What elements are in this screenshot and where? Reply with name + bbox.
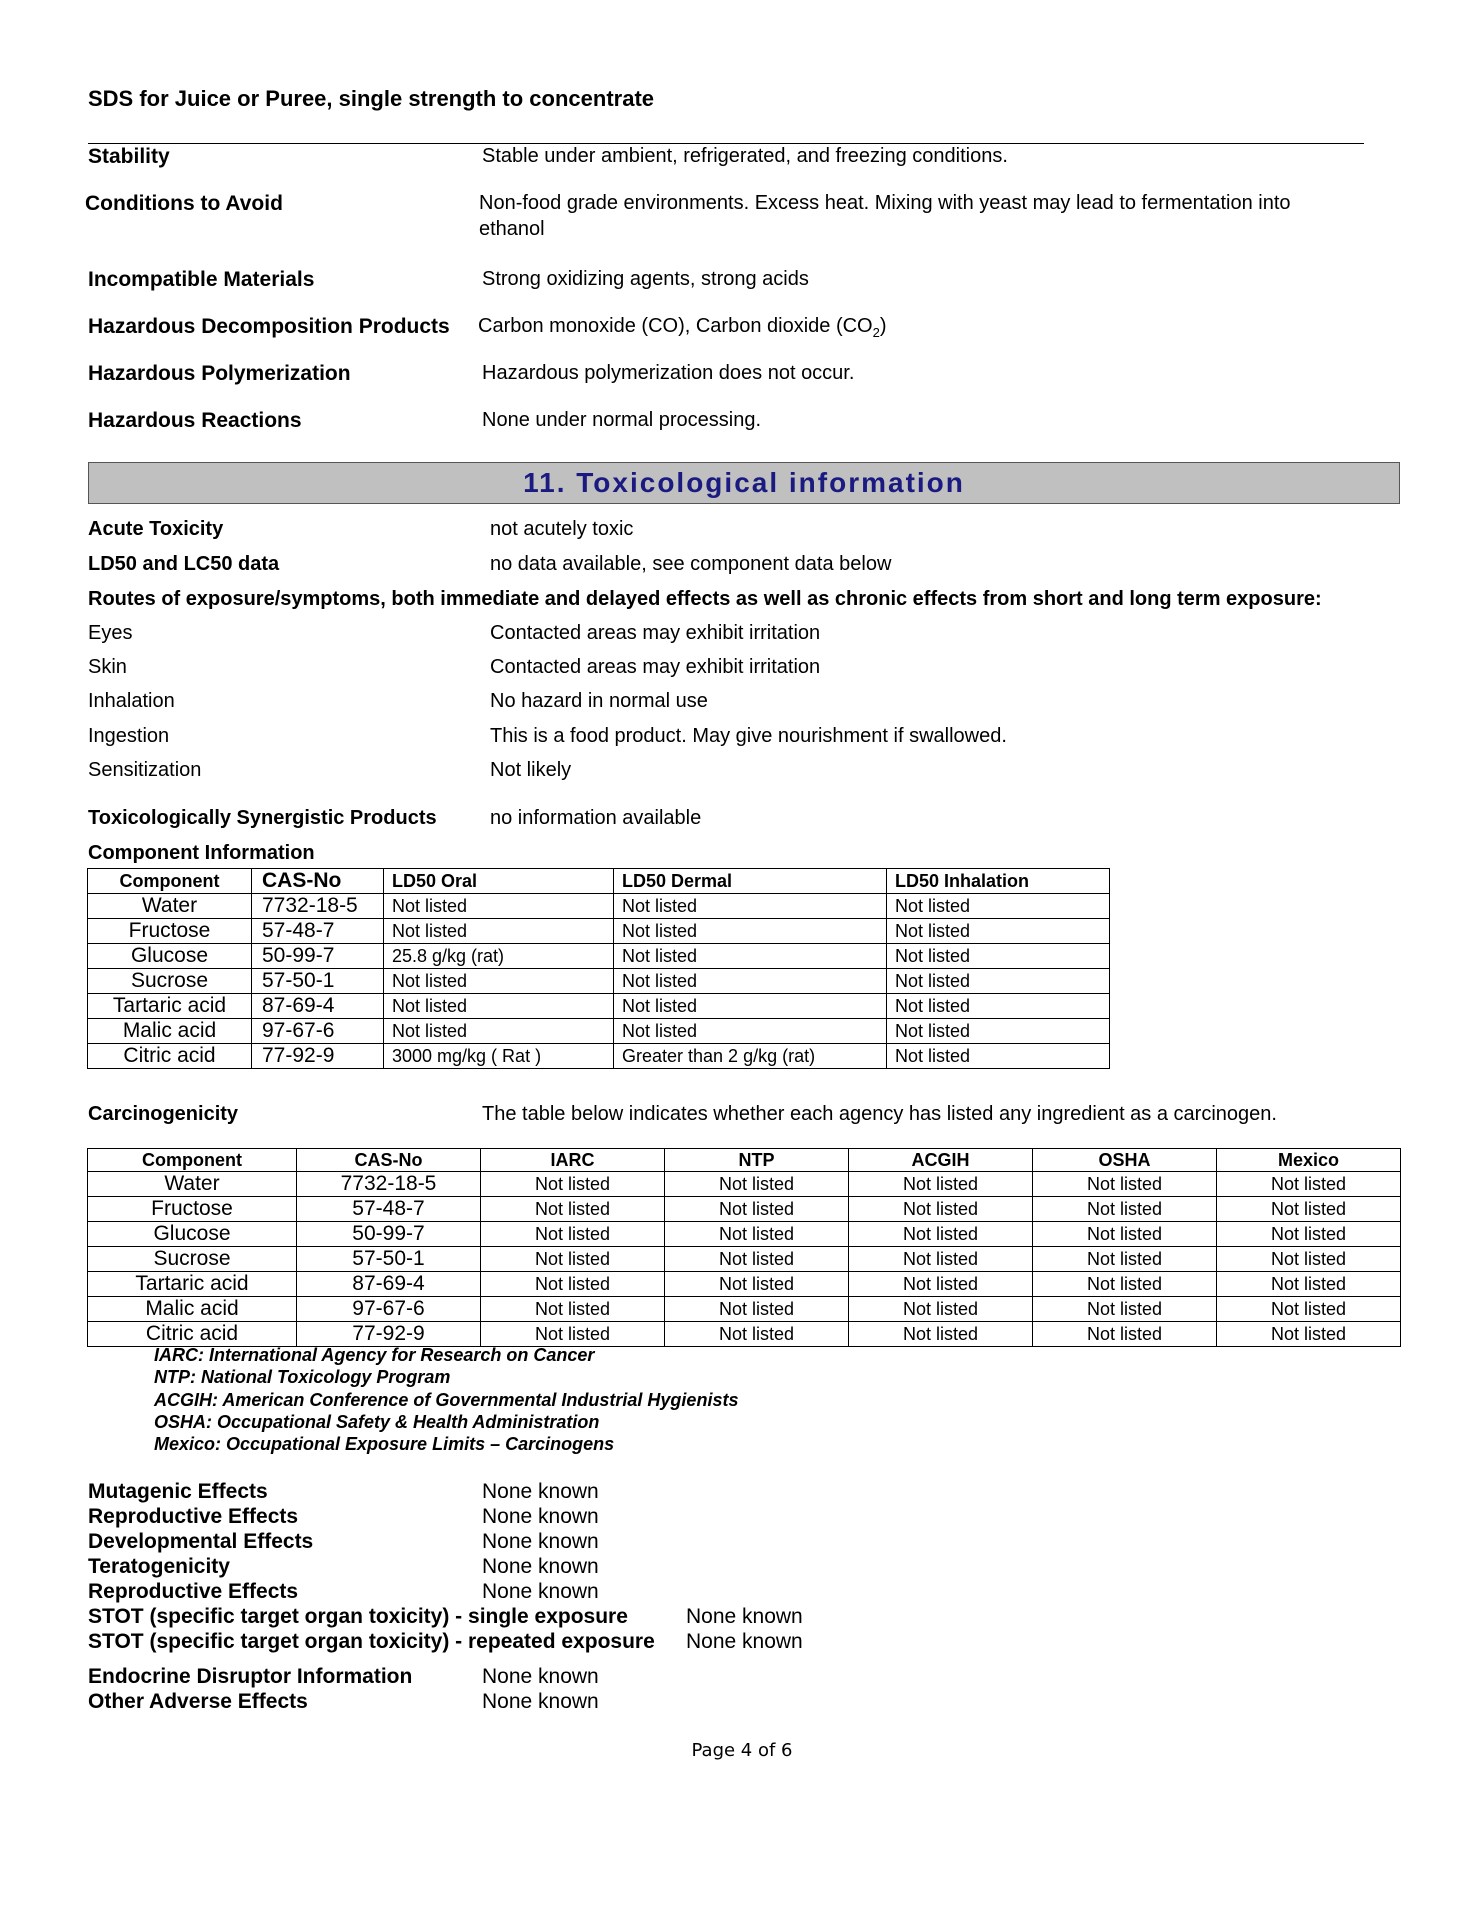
table-cell: Sucrose xyxy=(88,969,252,994)
col-header: ACGIH xyxy=(849,1149,1033,1172)
table-cell: Not listed xyxy=(481,1197,665,1222)
conditions-value-line2: ethanol xyxy=(479,218,545,240)
decomposition-value xyxy=(478,315,887,340)
table-cell: Not listed xyxy=(665,1297,849,1322)
carcinogenicity-table xyxy=(87,1148,1401,1347)
col-header: LD50 Inhalation xyxy=(887,869,1110,894)
table-cell: Not listed xyxy=(887,1044,1110,1069)
table-row xyxy=(88,1222,1401,1247)
table-cell: Not listed xyxy=(849,1222,1033,1247)
table-cell: Not listed xyxy=(384,894,614,919)
table-cell: Not listed xyxy=(1217,1197,1401,1222)
other-adverse-value: None known xyxy=(482,1690,599,1713)
table-cell: Not listed xyxy=(481,1272,665,1297)
mutagenic-label: Mutagenic Effects xyxy=(88,1480,268,1503)
decomposition-text: Carbon monoxide (CO), Carbon dioxide (CO xyxy=(478,315,873,337)
table-row xyxy=(88,894,1110,919)
conditions-label: Conditions to Avoid xyxy=(85,192,283,215)
table-row xyxy=(88,969,1110,994)
col-header: Component xyxy=(88,1149,297,1172)
table-cell: Not listed xyxy=(384,969,614,994)
endocrine-label: Endocrine Disruptor Information xyxy=(88,1665,413,1688)
table-row xyxy=(88,1197,1401,1222)
table-cell: Not listed xyxy=(1217,1222,1401,1247)
table-cell: 57-48-7 xyxy=(297,1197,481,1222)
table-cell: Not listed xyxy=(849,1172,1033,1197)
table-cell: Glucose xyxy=(88,1222,297,1247)
table-cell: Not listed xyxy=(481,1297,665,1322)
col-header: OSHA xyxy=(1033,1149,1217,1172)
table-row xyxy=(88,1019,1110,1044)
table-cell: Citric acid xyxy=(88,1044,252,1069)
col-header: NTP xyxy=(665,1149,849,1172)
teratogenicity-value: None known xyxy=(482,1555,599,1578)
legend-ntp: NTP: National Toxicology Program xyxy=(154,1367,451,1387)
table-cell: 77-92-9 xyxy=(252,1044,384,1069)
table-cell: 3000 mg/kg ( Rat ) xyxy=(384,1044,614,1069)
route-skin-value: Contacted areas may exhibit irritation xyxy=(490,656,821,678)
table-cell: 57-48-7 xyxy=(252,919,384,944)
stability-value: Stable under ambient, refrigerated, and freezing conditions. xyxy=(482,145,1008,167)
table-cell: Not listed xyxy=(887,944,1110,969)
table-cell: Not listed xyxy=(849,1197,1033,1222)
table-cell: Not listed xyxy=(1033,1322,1217,1347)
route-eyes-value: Contacted areas may exhibit irritation xyxy=(490,622,821,644)
acute-toxicity-label: Acute Toxicity xyxy=(88,518,224,540)
stability-label: Stability xyxy=(88,145,170,168)
reproductive-value-2: None known xyxy=(482,1580,599,1603)
table-cell: 25.8 g/kg (rat) xyxy=(384,944,614,969)
table-header-row xyxy=(88,869,1110,894)
carcinogenicity-label: Carcinogenicity xyxy=(88,1103,239,1125)
table-cell: 50-99-7 xyxy=(252,944,384,969)
col-header: IARC xyxy=(481,1149,665,1172)
polymerization-label: Hazardous Polymerization xyxy=(88,362,351,385)
decomposition-label: Hazardous Decomposition Products xyxy=(88,315,450,338)
incompatible-label: Incompatible Materials xyxy=(88,268,315,291)
col-header: CAS-No xyxy=(252,869,384,894)
table-row xyxy=(88,994,1110,1019)
table-cell: Not listed xyxy=(384,994,614,1019)
route-inhalation-label: Inhalation xyxy=(88,690,175,712)
table-cell: Not listed xyxy=(849,1272,1033,1297)
table-cell: Not listed xyxy=(887,969,1110,994)
endocrine-value: None known xyxy=(482,1665,599,1688)
table-cell: Not listed xyxy=(887,994,1110,1019)
table-cell: Not listed xyxy=(1033,1247,1217,1272)
table-cell: Malic acid xyxy=(88,1019,252,1044)
table-cell: Not listed xyxy=(614,894,887,919)
developmental-label: Developmental Effects xyxy=(88,1530,314,1553)
decomposition-close: ) xyxy=(879,315,887,337)
page-number: Page 4 of 6 xyxy=(691,1740,793,1761)
table-cell: Not listed xyxy=(887,1019,1110,1044)
polymerization-value: Hazardous polymerization does not occur. xyxy=(482,362,855,384)
table-cell: Fructose xyxy=(88,919,252,944)
route-sensitization-value: Not likely xyxy=(490,759,572,781)
route-sensitization-label: Sensitization xyxy=(88,759,202,781)
table-cell: Not listed xyxy=(665,1197,849,1222)
legend-iarc: IARC: International Agency for Research on Cancer xyxy=(154,1345,595,1365)
developmental-value: None known xyxy=(482,1530,599,1553)
stot-repeated-value: None known xyxy=(686,1630,803,1653)
table-cell: Not listed xyxy=(849,1297,1033,1322)
col-header: LD50 Oral xyxy=(384,869,614,894)
table-cell: Not listed xyxy=(384,919,614,944)
table-cell: Greater than 2 g/kg (rat) xyxy=(614,1044,887,1069)
reproductive-label: Reproductive Effects xyxy=(88,1505,299,1528)
table-cell: 7732-18-5 xyxy=(297,1172,481,1197)
table-cell: Water xyxy=(88,894,252,919)
table-cell: 7732-18-5 xyxy=(252,894,384,919)
table-cell: Citric acid xyxy=(88,1322,297,1347)
table-cell: 87-69-4 xyxy=(297,1272,481,1297)
table-row xyxy=(88,1044,1110,1069)
table-cell: Fructose xyxy=(88,1197,297,1222)
table-cell: Not listed xyxy=(614,944,887,969)
route-ingestion-value: This is a food product. May give nourishment if swallowed. xyxy=(490,725,1007,747)
table-cell: Not listed xyxy=(665,1322,849,1347)
ld50-label: LD50 and LC50 data xyxy=(88,553,280,575)
route-skin-label: Skin xyxy=(88,656,127,678)
table-cell: 97-67-6 xyxy=(252,1019,384,1044)
table-cell: Not listed xyxy=(1033,1172,1217,1197)
table-cell: Not listed xyxy=(481,1222,665,1247)
stot-single-value: None known xyxy=(686,1605,803,1628)
table-row xyxy=(88,1297,1401,1322)
table-cell: Not listed xyxy=(1217,1297,1401,1322)
table-cell: Not listed xyxy=(614,994,887,1019)
table-cell: Not listed xyxy=(665,1222,849,1247)
reproductive-label-2: Reproductive Effects xyxy=(88,1580,299,1603)
header-rule xyxy=(88,143,1364,144)
legend-acgih: ACGIH: American Conference of Governmental Industrial Hygienists xyxy=(154,1390,739,1410)
component-info-heading: Component Information xyxy=(88,842,315,864)
table-cell: Not listed xyxy=(481,1172,665,1197)
table-row xyxy=(88,1322,1401,1347)
routes-heading: Routes of exposure/symptoms, both immediate and delayed effects as well as chronic effects from short and long term exposure: xyxy=(88,588,1322,610)
table-cell: Not listed xyxy=(1033,1197,1217,1222)
table-header-row xyxy=(88,1149,1401,1172)
table-row xyxy=(88,1272,1401,1297)
table-cell: Glucose xyxy=(88,944,252,969)
synergistic-value: no information available xyxy=(490,807,702,829)
table-cell: Not listed xyxy=(614,969,887,994)
table-cell: Not listed xyxy=(887,894,1110,919)
table-cell: 77-92-9 xyxy=(297,1322,481,1347)
other-adverse-label: Other Adverse Effects xyxy=(88,1690,308,1713)
table-cell: Not listed xyxy=(1217,1172,1401,1197)
ld50-value: no data available, see component data below xyxy=(490,553,892,575)
col-header: Mexico xyxy=(1217,1149,1401,1172)
route-eyes-label: Eyes xyxy=(88,622,133,644)
table-cell: Not listed xyxy=(665,1272,849,1297)
table-cell: 57-50-1 xyxy=(252,969,384,994)
decomposition-subscript: 2 xyxy=(872,325,880,340)
table-row xyxy=(88,1247,1401,1272)
table-cell: Not listed xyxy=(849,1247,1033,1272)
carcinogenicity-description: The table below indicates whether each agency has listed any ingredient as a carcinogen. xyxy=(482,1103,1277,1125)
component-ld50-table xyxy=(87,868,1110,1069)
table-cell: Not listed xyxy=(1033,1272,1217,1297)
table-cell: Malic acid xyxy=(88,1297,297,1322)
synergistic-label: Toxicologically Synergistic Products xyxy=(88,807,437,829)
col-header: Component xyxy=(88,869,252,894)
table-cell: 50-99-7 xyxy=(297,1222,481,1247)
legend-osha: OSHA: Occupational Safety & Health Administration xyxy=(154,1412,600,1432)
reproductive-value: None known xyxy=(482,1505,599,1528)
table-cell: Not listed xyxy=(614,1019,887,1044)
document-title: SDS for Juice or Puree, single strength to concentrate xyxy=(88,86,655,111)
table-cell: 87-69-4 xyxy=(252,994,384,1019)
table-cell: Not listed xyxy=(1033,1222,1217,1247)
incompatible-value: Strong oxidizing agents, strong acids xyxy=(482,268,809,290)
col-header: LD50 Dermal xyxy=(614,869,887,894)
section-11-heading: 11. Toxicological information xyxy=(88,462,1400,504)
table-cell: Not listed xyxy=(1217,1272,1401,1297)
route-ingestion-label: Ingestion xyxy=(88,725,170,747)
reactions-value: None under normal processing. xyxy=(482,409,762,431)
table-cell: Not listed xyxy=(481,1322,665,1347)
table-cell: Not listed xyxy=(1033,1297,1217,1322)
table-cell: Sucrose xyxy=(88,1247,297,1272)
table-cell: Not listed xyxy=(849,1322,1033,1347)
stot-single-label: STOT (specific target organ toxicity) - single exposure xyxy=(88,1605,628,1628)
table-row xyxy=(88,1172,1401,1197)
table-cell: Tartaric acid xyxy=(88,1272,297,1297)
conditions-value-line1: Non-food grade environments. Excess heat. Mixing with yeast may lead to fermentation into xyxy=(479,192,1291,214)
table-cell: Water xyxy=(88,1172,297,1197)
route-inhalation-value: No hazard in normal use xyxy=(490,690,708,712)
mutagenic-value: None known xyxy=(482,1480,599,1503)
table-cell: Not listed xyxy=(1217,1322,1401,1347)
table-row xyxy=(88,919,1110,944)
stot-repeated-label: STOT (specific target organ toxicity) - repeated exposure xyxy=(88,1630,655,1653)
legend-mexico: Mexico: Occupational Exposure Limits – Carcinogens xyxy=(154,1434,615,1454)
table-cell: Not listed xyxy=(665,1247,849,1272)
table-cell: Not listed xyxy=(1217,1247,1401,1272)
acute-toxicity-value: not acutely toxic xyxy=(490,518,634,540)
table-cell: Not listed xyxy=(481,1247,665,1272)
table-cell: Not listed xyxy=(887,919,1110,944)
table-cell: Tartaric acid xyxy=(88,994,252,1019)
table-cell: Not listed xyxy=(665,1172,849,1197)
col-header: CAS-No xyxy=(297,1149,481,1172)
table-cell: Not listed xyxy=(384,1019,614,1044)
reactions-label: Hazardous Reactions xyxy=(88,409,302,432)
table-row xyxy=(88,944,1110,969)
table-cell: 97-67-6 xyxy=(297,1297,481,1322)
table-cell: 57-50-1 xyxy=(297,1247,481,1272)
teratogenicity-label: Teratogenicity xyxy=(88,1555,230,1578)
table-cell: Not listed xyxy=(614,919,887,944)
